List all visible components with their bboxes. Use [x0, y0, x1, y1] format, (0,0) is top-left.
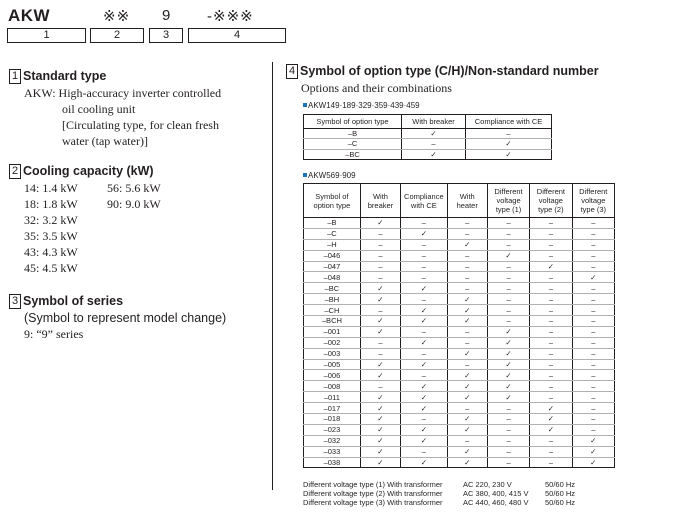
- table-cell: ✓: [401, 381, 447, 392]
- table-cell: –: [530, 359, 572, 370]
- table-cell: ✓: [360, 424, 400, 435]
- section-4-subtitle: Options and their combinations: [301, 81, 452, 95]
- table-row: [304, 348, 615, 359]
- section-number: 3: [9, 294, 21, 309]
- table-cell: –: [401, 414, 447, 425]
- table-cell: –: [447, 218, 487, 229]
- table-cell: –: [360, 228, 400, 239]
- table-cell: –001: [304, 326, 361, 337]
- table-cell: ✓: [360, 446, 400, 457]
- table-cell: –: [447, 359, 487, 370]
- capacity-item: 18: 1.8 kW: [24, 197, 78, 211]
- table-cell: –006: [304, 370, 361, 381]
- table-row: [304, 316, 615, 327]
- table-cell: –: [402, 139, 466, 149]
- table-cell: –: [466, 129, 552, 139]
- table-cell: –: [487, 272, 529, 283]
- table-cell: ✓: [401, 283, 447, 294]
- section-3-heading: [9, 294, 123, 309]
- table-cell: ✓: [360, 283, 400, 294]
- column-header: With breaker: [360, 184, 400, 218]
- table-cell: –: [530, 294, 572, 305]
- table-cell: –: [401, 294, 447, 305]
- column-header: Different voltage type (2): [530, 184, 572, 218]
- table-cell: –003: [304, 348, 361, 359]
- table-cell: –: [360, 337, 400, 348]
- capacity-item: 43: 4.3 kW: [24, 245, 78, 259]
- table-cell: ✓: [487, 359, 529, 370]
- table-cell: ✓: [530, 424, 572, 435]
- table-cell: ✓: [466, 139, 552, 149]
- table-cell: ✓: [572, 272, 614, 283]
- table-cell: ✓: [360, 414, 400, 425]
- table-cell: ✓: [487, 392, 529, 403]
- table-cell: –: [401, 272, 447, 283]
- table-cell: ✓: [447, 316, 487, 327]
- table-cell: –048: [304, 272, 361, 283]
- column-header: Symbol of option type: [304, 115, 402, 129]
- column-header: Compliance with CE: [401, 184, 447, 218]
- table-cell: –: [572, 326, 614, 337]
- options-table-large: [303, 183, 615, 468]
- table-row: [304, 446, 615, 457]
- table-cell: ✓: [360, 294, 400, 305]
- table-row: [304, 218, 615, 229]
- table-cell: –: [572, 250, 614, 261]
- note-label: Different voltage type (3) With transformer: [303, 498, 443, 507]
- table-cell: –: [360, 272, 400, 283]
- table-cell: –: [360, 261, 400, 272]
- section-4-heading: [286, 64, 599, 79]
- table-cell: ✓: [487, 370, 529, 381]
- table-cell: ✓: [487, 250, 529, 261]
- part-code-4: -※※※: [207, 8, 254, 25]
- note-frequency: 50/60 Hz: [545, 489, 576, 498]
- table-cell: –: [487, 316, 529, 327]
- section-title: Symbol of option type (C/H)/Non-standard number: [300, 64, 599, 78]
- table-cell: –008: [304, 381, 361, 392]
- table-cell: ✓: [447, 381, 487, 392]
- table-cell: ✓: [447, 424, 487, 435]
- table-cell: –: [572, 392, 614, 403]
- table-cell: ✓: [447, 348, 487, 359]
- table-cell: –: [572, 359, 614, 370]
- table-cell: –: [572, 218, 614, 229]
- table-row: [304, 457, 615, 468]
- model-code: AKW: [8, 6, 51, 25]
- table-row: [304, 403, 615, 414]
- table-cell: –: [447, 261, 487, 272]
- table-row: [304, 359, 615, 370]
- table-cell: –: [530, 305, 572, 316]
- table-cell: –: [530, 250, 572, 261]
- table-cell: –: [572, 228, 614, 239]
- table-cell: ✓: [401, 392, 447, 403]
- section-3-line: (Symbol to represent model change): [24, 311, 227, 325]
- table-cell: –011: [304, 392, 361, 403]
- note-label: Different voltage type (2) With transformer: [303, 489, 443, 498]
- table-row: [304, 250, 615, 261]
- note-line: [303, 480, 575, 489]
- table-2-model-label: [303, 171, 356, 180]
- table-cell: –: [530, 228, 572, 239]
- note-line: [303, 489, 575, 498]
- section-1-heading: [9, 69, 106, 84]
- table-cell: ✓: [360, 326, 400, 337]
- table-cell: –BC: [304, 283, 361, 294]
- options-table-body: [304, 218, 615, 468]
- table-cell: –: [401, 218, 447, 229]
- table-cell: –: [447, 337, 487, 348]
- table-cell: ✓: [360, 457, 400, 468]
- table-cell: –: [401, 326, 447, 337]
- table-cell: –: [572, 424, 614, 435]
- table-row: [304, 370, 615, 381]
- table-cell: –: [487, 403, 529, 414]
- note-voltage: AC 380, 400, 415 V: [463, 489, 529, 498]
- note-voltage: AC 220, 230 V: [463, 480, 512, 489]
- table-cell: ✓: [530, 261, 572, 272]
- table-row: [304, 261, 615, 272]
- table-cell: –: [572, 283, 614, 294]
- table-cell: –: [530, 381, 572, 392]
- bullet-square-icon: [303, 103, 307, 107]
- section-number: 4: [286, 64, 298, 79]
- note-voltage: AC 440, 460, 480 V: [463, 498, 529, 507]
- table-cell: –H: [304, 239, 361, 250]
- table-cell: –: [447, 272, 487, 283]
- table-cell: ✓: [487, 381, 529, 392]
- table-cell: ✓: [402, 129, 466, 139]
- table-cell: ✓: [447, 370, 487, 381]
- table-cell: –: [401, 348, 447, 359]
- code-box-2: 2: [90, 28, 144, 43]
- capacity-item: 14: 1.4 kW: [24, 181, 78, 195]
- table-cell: ✓: [401, 424, 447, 435]
- voltage-notes: [303, 480, 575, 507]
- table-row: [304, 305, 615, 316]
- table-cell: –: [572, 337, 614, 348]
- table-cell: –BH: [304, 294, 361, 305]
- capacity-item: 56: 5.6 kW: [107, 181, 161, 195]
- table-cell: –023: [304, 424, 361, 435]
- table-cell: –: [572, 414, 614, 425]
- table-cell: –: [572, 261, 614, 272]
- table-cell: ✓: [401, 359, 447, 370]
- table-cell: –: [530, 446, 572, 457]
- table-cell: –: [360, 239, 400, 250]
- section-number: 2: [9, 164, 21, 179]
- code-box-1: 1: [7, 28, 86, 43]
- table-row: [304, 424, 615, 435]
- table-row: [304, 294, 615, 305]
- table-cell: –: [530, 435, 572, 446]
- capacity-item: 90: 9.0 kW: [107, 197, 161, 211]
- table-cell: ✓: [572, 446, 614, 457]
- column-header: Symbol of option type: [304, 184, 361, 218]
- table-cell: –: [447, 403, 487, 414]
- table-row: [304, 337, 615, 348]
- options-table-small: [303, 114, 552, 160]
- table-cell: ✓: [360, 392, 400, 403]
- table-cell: ✓: [360, 403, 400, 414]
- table-cell: –: [487, 239, 529, 250]
- table-cell: –: [487, 261, 529, 272]
- table-cell: ✓: [447, 414, 487, 425]
- table-row: [304, 326, 615, 337]
- table-cell: –: [530, 457, 572, 468]
- table-cell: –: [360, 250, 400, 261]
- table-cell: –: [487, 218, 529, 229]
- note-frequency: 50/60 Hz: [545, 480, 576, 489]
- table-cell: ✓: [401, 305, 447, 316]
- table-cell: ✓: [401, 403, 447, 414]
- table-cell: –: [360, 348, 400, 359]
- bullet-square-icon: [303, 173, 307, 177]
- table-cell: –: [572, 370, 614, 381]
- model-label-text: AKW149·189·329·359·439·459: [308, 101, 420, 110]
- table-row: [304, 139, 552, 149]
- table-cell: –: [530, 218, 572, 229]
- table-cell: ✓: [447, 305, 487, 316]
- table-cell: ✓: [447, 446, 487, 457]
- table-cell: –: [447, 283, 487, 294]
- table-cell: –: [530, 370, 572, 381]
- section-1-line: oil cooling unit: [62, 102, 136, 116]
- code-box-3: 3: [149, 28, 183, 43]
- section-2-heading: [9, 164, 154, 179]
- table-cell: –: [447, 435, 487, 446]
- column-header: Compliance with CE: [466, 115, 552, 129]
- table-row: [304, 149, 552, 159]
- table-cell: –BC: [304, 149, 402, 159]
- table-cell: –: [447, 228, 487, 239]
- column-header: With breaker: [402, 115, 466, 129]
- table-cell: ✓: [401, 435, 447, 446]
- table-cell: ✓: [360, 316, 400, 327]
- section-number: 1: [9, 69, 21, 84]
- table-cell: –: [401, 239, 447, 250]
- table-cell: ✓: [401, 228, 447, 239]
- table-cell: ✓: [447, 239, 487, 250]
- table-cell: –: [572, 239, 614, 250]
- table-cell: –018: [304, 414, 361, 425]
- table-cell: –: [530, 392, 572, 403]
- section-title: Standard type: [23, 69, 107, 83]
- column-divider: [272, 62, 273, 490]
- table-cell: –: [572, 403, 614, 414]
- note-frequency: 50/60 Hz: [545, 498, 576, 507]
- table-cell: –: [401, 261, 447, 272]
- table-cell: –032: [304, 435, 361, 446]
- table-cell: ✓: [572, 435, 614, 446]
- table-row: [304, 381, 615, 392]
- table-cell: ✓: [487, 326, 529, 337]
- table-cell: –: [530, 272, 572, 283]
- table-cell: ✓: [401, 316, 447, 327]
- table-cell: ✓: [360, 359, 400, 370]
- table-cell: –: [487, 294, 529, 305]
- table-cell: –: [530, 316, 572, 327]
- table-cell: –: [572, 294, 614, 305]
- table-row: [304, 228, 615, 239]
- part-code-2: ※※: [103, 8, 131, 25]
- table-cell: –: [487, 414, 529, 425]
- table-cell: ✓: [487, 348, 529, 359]
- table-cell: –: [401, 446, 447, 457]
- table-row: [304, 392, 615, 403]
- table-cell: –: [487, 305, 529, 316]
- table-cell: –047: [304, 261, 361, 272]
- table-cell: –: [530, 337, 572, 348]
- table-cell: –C: [304, 228, 361, 239]
- table-cell: –017: [304, 403, 361, 414]
- table-cell: –: [447, 250, 487, 261]
- table-cell: ✓: [572, 457, 614, 468]
- table-row: [304, 283, 615, 294]
- table-cell: –: [487, 435, 529, 446]
- note-label: Different voltage type (1) With transformer: [303, 480, 443, 489]
- capacity-item: 35: 3.5 kW: [24, 229, 78, 243]
- table-cell: –: [530, 326, 572, 337]
- table-cell: ✓: [530, 403, 572, 414]
- table-cell: ✓: [530, 414, 572, 425]
- table-cell: ✓: [447, 457, 487, 468]
- table-cell: –: [401, 250, 447, 261]
- table-cell: ✓: [360, 435, 400, 446]
- table-cell: –: [401, 370, 447, 381]
- table-cell: –B: [304, 129, 402, 139]
- table-cell: –C: [304, 139, 402, 149]
- model-label-text: AKW569·909: [308, 171, 356, 180]
- table-cell: –CH: [304, 305, 361, 316]
- column-header: Different voltage type (1): [487, 184, 529, 218]
- table-cell: ✓: [402, 149, 466, 159]
- code-box-4: 4: [188, 28, 286, 43]
- column-header: With heater: [447, 184, 487, 218]
- table-cell: ✓: [447, 294, 487, 305]
- table-cell: ✓: [466, 149, 552, 159]
- section-title: Cooling capacity (kW): [23, 164, 154, 178]
- table-row: [304, 129, 552, 139]
- section-3-line: 9: “9” series: [24, 327, 84, 341]
- table-cell: ✓: [401, 457, 447, 468]
- table-cell: –046: [304, 250, 361, 261]
- table-cell: –002: [304, 337, 361, 348]
- part-code-3: 9: [162, 7, 172, 24]
- table-cell: –: [572, 381, 614, 392]
- capacity-item: 32: 3.2 kW: [24, 213, 78, 227]
- table-cell: –: [530, 239, 572, 250]
- table-cell: ✓: [401, 337, 447, 348]
- table-cell: –B: [304, 218, 361, 229]
- table-cell: –: [487, 283, 529, 294]
- table-cell: –: [360, 305, 400, 316]
- table-row: [304, 435, 615, 446]
- section-title: Symbol of series: [23, 294, 124, 308]
- table-cell: –: [572, 316, 614, 327]
- table-cell: ✓: [360, 218, 400, 229]
- section-1-line: AKW: High-accuracy inverter controlled: [24, 86, 222, 100]
- table-cell: –: [487, 228, 529, 239]
- capacity-item: 45: 4.5 kW: [24, 261, 78, 275]
- table-cell: –BCH: [304, 316, 361, 327]
- note-line: [303, 498, 575, 507]
- table-cell: –: [447, 326, 487, 337]
- table-row: [304, 414, 615, 425]
- section-1-line: water (tap water)]: [62, 134, 148, 148]
- table-cell: –: [572, 348, 614, 359]
- table-cell: ✓: [360, 370, 400, 381]
- table-cell: –: [530, 348, 572, 359]
- table-cell: –005: [304, 359, 361, 370]
- table-cell: ✓: [487, 337, 529, 348]
- table-cell: –: [487, 424, 529, 435]
- table-cell: –: [487, 457, 529, 468]
- table-cell: –: [530, 283, 572, 294]
- column-header: Different voltage type (3): [572, 184, 614, 218]
- table-row: [304, 239, 615, 250]
- section-1-line: [Circulating type, for clean fresh: [62, 118, 219, 132]
- table-row: [304, 272, 615, 283]
- table-1-model-label: [303, 101, 420, 110]
- table-cell: –: [360, 381, 400, 392]
- table-cell: –: [572, 305, 614, 316]
- table-cell: –038: [304, 457, 361, 468]
- table-cell: –033: [304, 446, 361, 457]
- table-cell: –: [487, 446, 529, 457]
- table-cell: ✓: [447, 392, 487, 403]
